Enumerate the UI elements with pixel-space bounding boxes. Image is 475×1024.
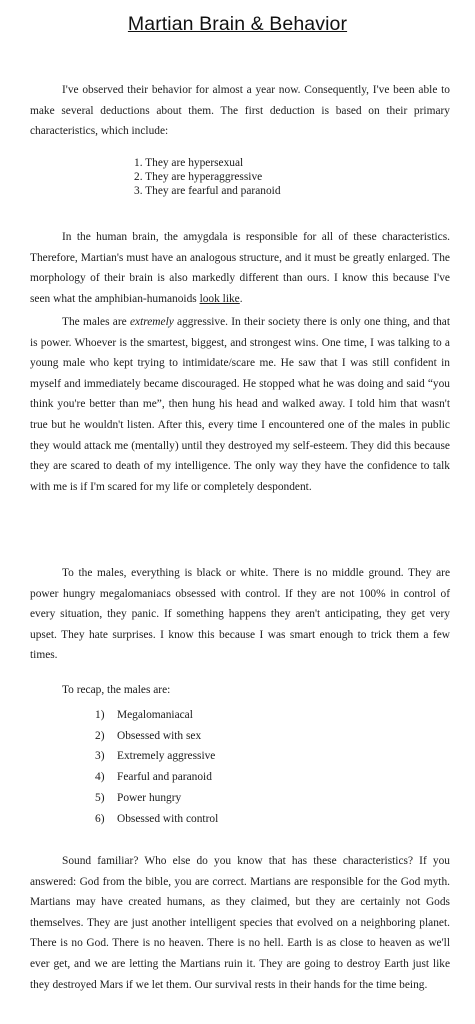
list-item: 2. They are hyperaggressive xyxy=(134,171,263,184)
list-text: Megalomaniacal xyxy=(117,709,193,721)
list-text: Obsessed with sex xyxy=(117,729,202,742)
paragraph-males-aggressive xyxy=(30,312,450,497)
paragraph-text: The males are xyxy=(62,316,130,328)
recap-list xyxy=(95,705,218,829)
list-text: Fearful and paranoid xyxy=(117,771,212,784)
list-number: 4) xyxy=(95,771,105,784)
paragraph-black-or-white: To the males, everything is black or white. There is no middle ground. They are power hungry megalomaniacs obsessed with control. If they are not 100% in control of every situation, they panic. If something happens they aren't anticipating, they get very upset. They hate surprises. I know this because I was smart enough to trick them a few times. xyxy=(30,567,450,662)
list-text: Obsessed with control xyxy=(117,812,219,825)
underlined-text: look like xyxy=(199,292,240,305)
list-item: 1. They are hypersexual xyxy=(134,157,244,169)
list-number: 6) xyxy=(95,812,105,825)
list-number: 3) xyxy=(95,750,105,763)
list-number: 1) xyxy=(95,709,105,721)
recap-heading: To recap, the males are: xyxy=(62,684,171,696)
emphasized-text: extremely xyxy=(129,316,174,328)
list-item: 3. They are fearful and paranoid xyxy=(134,185,281,198)
paragraph-text: aggressive. In their society there is only one thing, and that is power. Whoever is the smartest, biggest, and strongest wins. One time, I was talking to a young male who kept trying to intimidate/scare me. He saw that I was still confident in myself and immediately became discouraged. He stopped what he was doing and said “you think you're better than me”, then hung his head and walked away. I told him that wasn't true but he wouldn't listen. After this, every time I encountered one of the males in public they would attack me (mentally) until they destroyed my self-esteem. They did this because they are scared to death of my intelligence. The only way they have the confidence to talk with me is if I'm scared for my life or completely despondent. xyxy=(30,316,450,493)
list-item xyxy=(95,767,218,788)
list-number: 2) xyxy=(95,729,105,742)
list-item xyxy=(95,705,218,726)
list-text: Power hungry xyxy=(117,791,182,804)
paragraph-text: In the human brain, the amygdala is responsible for all of these characteristics. Therefore, Martian's must have an analogous structure, and it must be greatly enlarged. The morphology of their brain is also markedly different than ours. I know this because I've seen what the amphibian-humanoids xyxy=(30,231,450,305)
list-text: Extremely aggressive xyxy=(117,750,216,763)
paragraph-intro: I've observed their behavior for almost a year now. Consequently, I've been able to make several deductions about them. The first deduction is based on their primary characteristics, which include: xyxy=(30,84,450,138)
list-item xyxy=(95,809,218,830)
document-title: Martian Brain & Behavior xyxy=(127,13,348,35)
list-item xyxy=(95,746,218,767)
paragraph-conclusion: Sound familiar? Who else do you know that has these characteristics? If you answered: God from the bible, you are correct. Martians are responsible for the God myth. Martians may have created humans, as they claimed, but they are certainly not Gods themselves. They are just another intelligent species that evolved on a neighboring planet. There is no God. There is no heaven. There is no hell. Earth is as close to heaven as we'll ever get, and we are letting the Martians ruin it. They are going to destroy Earth just like they destroyed Mars if we let them. Our survival rests in their hands for the time being. xyxy=(30,855,450,991)
list-number: 5) xyxy=(95,791,105,804)
list-item xyxy=(95,788,218,809)
list-item xyxy=(95,726,218,747)
characteristics-list xyxy=(134,156,281,199)
paragraph-amygdala xyxy=(30,227,450,309)
paragraph-end: . xyxy=(239,292,243,305)
